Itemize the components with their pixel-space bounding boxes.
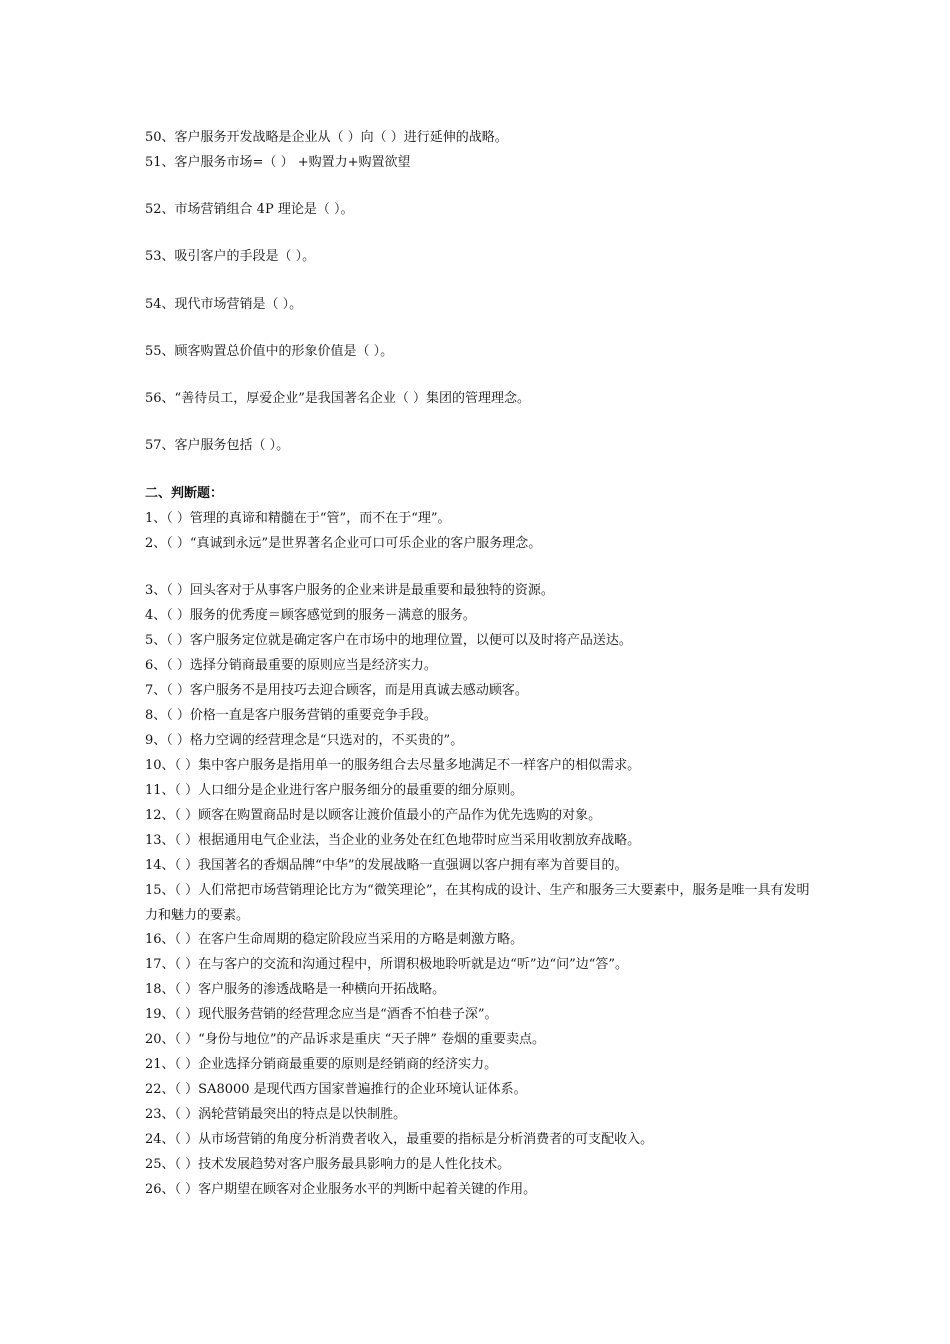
judgement-item: 6、（ ）选择分销商最重要的原则应当是经济实力。 [145,658,437,673]
judgement-item: 17、（ ）在与客户的交流和沟通过程中，所谓积极地聆听就是边“听”边“问”边“答”。 [145,957,629,972]
judgement-item: 22、（ ）SA8000 是现代西方国家普遍推行的企业环境认证体系。 [145,1082,527,1097]
judgement-item: 24、（ ）从市场营销的角度分析消费者收入，最重要的指标是分析消费者的可支配收入。 [145,1132,654,1147]
judgement-item: 3、（ ）回头客对于从事客户服务的企业来讲是最重要和最独特的资源。 [145,583,554,598]
question-53: 53、吸引客户的手段是（ ）。 [145,249,316,264]
judgement-item: 8、（ ）价格一直是客户服务营销的重要竞争手段。 [145,708,437,723]
judgement-item: 5、（ ）客户服务定位就是确定客户在市场中的地理位置，以便可以及时将产品送达。 [145,633,632,648]
judgement-item: 26、（ ）客户期望在顾客对企业服务水平的判断中起着关键的作用。 [145,1182,537,1197]
judgement-item: 9、（ ）格力空调的经营理念是“只选对的，不买贵的”。 [145,733,464,748]
judgement-item: 14、（ ）我国著名的香烟品牌“中华”的发展战略一直强调以客户拥有率为首要目的。 [145,858,628,873]
judgement-item: 2、（ ）“真诚到永远”是世界著名企业可口可乐企业的客户服务理念。 [145,536,542,551]
judgement-item: 20、（ ）“身份与地位”的产品诉求是重庆 “天子牌” 卷烟的重要卖点。 [145,1032,546,1047]
section-heading: 二、判断题： [145,486,224,501]
judgement-item: 21、（ ）企业选择分销商最重要的原则是经销商的经济实力。 [145,1057,498,1072]
judgement-item: 7、（ ）客户服务不是用技巧去迎合顾客，而是用真诚去感动顾客。 [145,683,528,698]
question-54: 54、现代市场营销是（ ）。 [145,297,303,312]
judgement-item: 12、（ ）顾客在购置商品时是以顾客让渡价值最小的产品作为优先选购的对象。 [145,808,602,823]
judgement-item: 25、（ ）技术发展趋势对客户服务最具影响力的是人性化技术。 [145,1157,511,1172]
question-56: 56、“善待员工，厚爱企业”是我国著名企业（ ）集团的管理理念。 [145,391,530,406]
judgement-item: 11、（ ）人口细分是企业进行客户服务细分的最重要的细分原则。 [145,783,524,798]
judgement-item: 18、（ ）客户服务的渗透战略是一种横向开拓战略。 [145,982,446,997]
judgement-item: 15、（ ）人们常把市场营销理论比方为“微笑理论”，在其构成的设计、生产和服务三大要素中，服务是唯一具有发明力和魅力的要素。 [145,883,810,923]
judgement-item: 16、（ ）在客户生命周期的稳定阶段应当采用的方略是刺激方略。 [145,932,524,947]
judgement-item: 1、（ ）管理的真谛和精髓在于“管”，而不在于“理”。 [145,511,451,526]
question-51: 51、客户服务市场=（ ） +购置力+购置欲望 [145,155,411,170]
question-52: 52、市场营销组合 4P 理论是（ ）。 [145,202,354,217]
question-50: 50、客户服务开发战略是企业从（ ）向（ ）进行延伸的战略。 [145,130,508,145]
question-55: 55、顾客购置总价值中的形象价值是（ ）。 [145,344,394,359]
judgement-item: 4、（ ）服务的优秀度＝顾客感觉到的服务－满意的服务。 [145,608,476,623]
judgement-item: 19、（ ）现代服务营销的经营理念应当是“酒香不怕巷子深”。 [145,1007,498,1022]
question-57: 57、客户服务包括（ ）。 [145,438,290,453]
judgement-item: 23、（ ）涡轮营销最突出的特点是以快制胜。 [145,1107,407,1122]
judgement-item: 10、（ ）集中客户服务是指用单一的服务组合去尽量多地满足不一样客户的相似需求。 [145,758,641,773]
judgement-item: 13、（ ）根据通用电气企业法，当企业的业务处在红色地带时应当采用收割放弃战略。 [145,833,641,848]
